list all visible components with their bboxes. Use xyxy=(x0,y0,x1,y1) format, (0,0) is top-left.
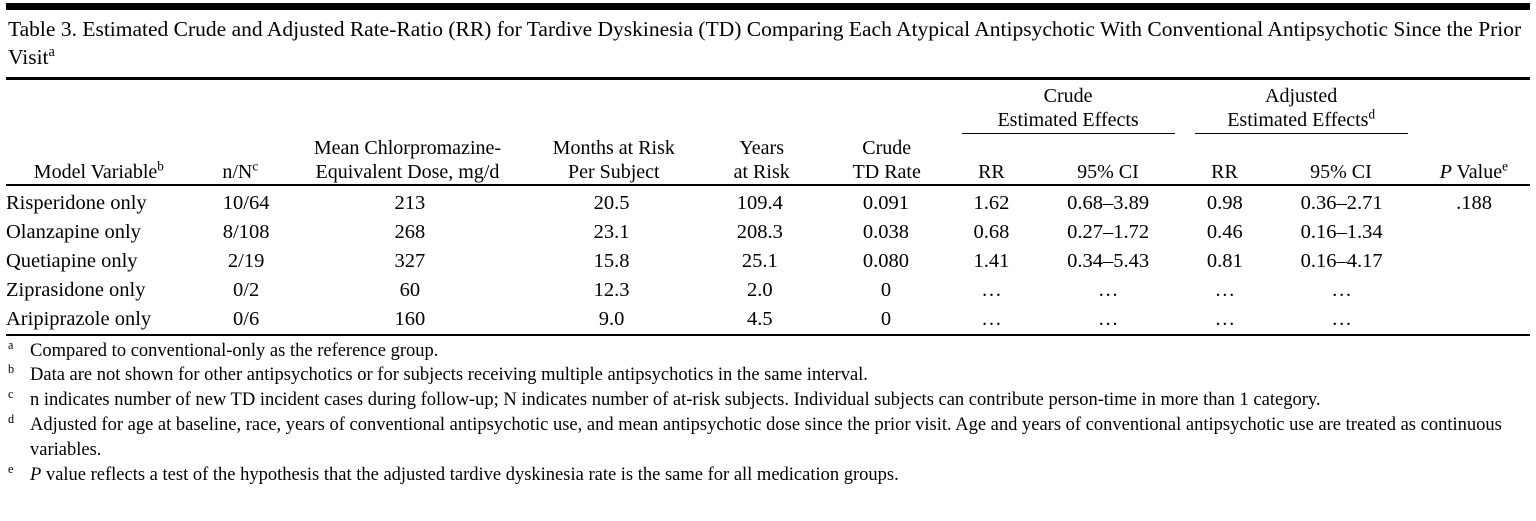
column-header-model-variable-text: Model Variable xyxy=(33,161,158,184)
cell-crude-rate: 0 xyxy=(880,307,892,330)
footnote-d-marker-text: d xyxy=(8,412,15,427)
column-header-p-value-italic: P xyxy=(1439,161,1452,184)
group-header-crude xyxy=(952,84,1185,136)
column-header-crude-rate xyxy=(822,136,952,184)
table-title-text: Table 3. Estimated Crude and Adjusted Rate-Ratio (RR) for Tardive Dyskinesia (TD) Comparing Each Atypical Antipsychotic With Conventional Antipsychotic Since the Prior Visit xyxy=(8,17,1522,69)
column-header-months-line1: Months at Risk xyxy=(552,137,675,160)
cell-adjusted-rr: … xyxy=(1214,307,1236,330)
cell-months: 9.0 xyxy=(598,307,625,330)
table-row xyxy=(6,305,1530,334)
cell-crude-ci: 0.68–3.89 xyxy=(1067,191,1150,214)
cell-n-over-n: 8/108 xyxy=(222,220,270,243)
cell-p-value: .188 xyxy=(1456,191,1493,214)
footnotes xyxy=(6,336,1530,487)
column-header-dose-line2: Equivalent Dose, mg/d xyxy=(315,161,500,184)
cell-years: 208.3 xyxy=(736,220,783,243)
cell-crude-rr: … xyxy=(981,278,1002,301)
column-header-model-variable xyxy=(6,136,192,184)
cell-dose: 327 xyxy=(394,249,426,272)
cell-dose: 213 xyxy=(394,191,426,214)
footnote-d xyxy=(8,413,1528,462)
cell-adjusted-ci: 0.16–4.17 xyxy=(1300,249,1383,272)
footnote-e xyxy=(8,463,1528,487)
cell-dose: 60 xyxy=(399,278,421,301)
cell-months: 20.5 xyxy=(593,191,630,214)
table-title-footnote-marker: a xyxy=(48,43,55,60)
cell-model: Risperidone only xyxy=(6,191,147,214)
cell-p-value xyxy=(1418,276,1530,305)
footnote-e-text: value reflects a test of the hypothesis that the adjusted tardive dyskinesia rate is the same for all medication groups. xyxy=(41,464,899,485)
cell-model: Ziprasidone only xyxy=(6,278,146,301)
footnote-b-marker xyxy=(8,363,30,387)
table-title xyxy=(6,10,1530,77)
table-row xyxy=(6,247,1530,276)
data-table xyxy=(6,84,1530,184)
cell-model: Quetiapine only xyxy=(6,249,138,272)
cell-adjusted-rr: 0.46 xyxy=(1206,220,1243,243)
cell-n-over-n: 0/2 xyxy=(233,278,260,301)
cell-crude-rr: … xyxy=(981,307,1002,330)
cell-crude-ci: 0.27–1.72 xyxy=(1067,220,1150,243)
cell-crude-ci: … xyxy=(1097,278,1119,301)
column-header-n-over-n-marker: c xyxy=(252,158,259,174)
cell-adjusted-rr: 0.81 xyxy=(1206,249,1243,272)
footnote-e-italic-lead: P xyxy=(30,464,42,485)
footnote-b-marker-text: b xyxy=(8,362,15,377)
footnote-a-marker xyxy=(8,339,30,363)
cell-crude-ci: 0.34–5.43 xyxy=(1067,249,1150,272)
footnote-a xyxy=(8,339,1528,363)
data-table-body xyxy=(6,189,1530,335)
column-header-p-value-text: Value xyxy=(1456,161,1503,184)
table-row xyxy=(6,276,1530,305)
cell-dose: 160 xyxy=(394,307,426,330)
cell-crude-rate: 0.080 xyxy=(862,249,910,272)
column-header-model-variable-marker: b xyxy=(157,158,164,174)
cell-years: 109.4 xyxy=(736,191,783,214)
cell-n-over-n: 2/19 xyxy=(227,249,265,272)
footnote-d-text: Adjusted for age at baseline, race, years of conventional antipsychotic use, and mean antipsychotic dose since the prior visit. Age and years of conventional antipsychotic use are treated as continuous variables. xyxy=(30,415,1502,460)
group-header-crude-line2: Estimated Effects xyxy=(962,108,1175,134)
column-header-months-line2: Per Subject xyxy=(567,161,660,184)
cell-crude-rr: 1.41 xyxy=(973,249,1010,272)
cell-crude-rate: 0.091 xyxy=(862,191,910,214)
cell-years: 4.5 xyxy=(746,307,773,330)
footnote-e-marker xyxy=(8,463,30,487)
column-header-dose xyxy=(289,136,526,184)
table-3-container xyxy=(0,3,1536,521)
column-header-n-over-n xyxy=(192,136,289,184)
group-header-adjusted-line2 xyxy=(1195,108,1408,134)
cell-adjusted-rr: … xyxy=(1214,278,1236,301)
column-header-months xyxy=(526,136,701,184)
cell-p-value xyxy=(1418,218,1530,247)
cell-model: Aripiprazole only xyxy=(6,307,152,330)
column-header-dose-line1: Mean Chlorpromazine- xyxy=(313,137,502,160)
cell-n-over-n: 0/6 xyxy=(233,307,260,330)
table-row xyxy=(6,218,1530,247)
column-header-adjusted-rr: RR xyxy=(1211,161,1238,184)
footnote-b xyxy=(8,363,1528,387)
cell-n-over-n: 10/64 xyxy=(222,191,270,214)
column-header-p-value-marker: e xyxy=(1502,158,1508,174)
column-header-n-over-n-text: n/N xyxy=(222,161,253,184)
footnote-c-marker-text: c xyxy=(8,387,14,402)
column-header-crude-rate-line1: Crude xyxy=(862,137,912,160)
group-header-crude-line1: Crude xyxy=(1043,85,1093,108)
group-header-adjusted-sub-text: Estimated Effects xyxy=(1227,109,1369,132)
table-top-rule xyxy=(6,3,1530,10)
cell-crude-rr: 0.68 xyxy=(973,220,1010,243)
table-row xyxy=(6,189,1530,218)
cell-months: 15.8 xyxy=(593,249,630,272)
column-header-row xyxy=(6,136,1530,184)
cell-months: 12.3 xyxy=(593,278,630,301)
cell-crude-rr: 1.62 xyxy=(973,191,1010,214)
footnote-c xyxy=(8,388,1528,412)
group-header-adjusted-marker: d xyxy=(1368,106,1376,122)
cell-adjusted-ci: … xyxy=(1331,278,1352,301)
cell-months: 23.1 xyxy=(593,220,630,243)
column-header-crude-rate-line2: TD Rate xyxy=(852,161,921,184)
column-header-crude-ci: 95% CI xyxy=(1077,161,1139,184)
cell-crude-rate: 0.038 xyxy=(862,220,910,243)
cell-adjusted-ci: … xyxy=(1331,307,1352,330)
cell-adjusted-ci: 0.36–2.71 xyxy=(1300,191,1383,214)
column-header-crude-rr: RR xyxy=(978,161,1005,184)
group-header-row xyxy=(6,84,1530,136)
cell-p-value xyxy=(1418,305,1530,334)
column-header-p-value xyxy=(1418,136,1530,184)
cell-p-value xyxy=(1418,247,1530,276)
cell-crude-rate: 0 xyxy=(880,278,892,301)
footnote-b-text: Data are not shown for other antipsychotics or for subjects receiving multiple antipsychotics in the same interval. xyxy=(30,365,868,386)
cell-years: 25.1 xyxy=(741,249,778,272)
column-header-years-line2: at Risk xyxy=(733,161,790,184)
cell-crude-ci: … xyxy=(1097,307,1119,330)
footnote-c-text: n indicates number of new TD incident cases during follow-up; N indicates number of at-risk subjects. Individual subjects can contribute person-time in more than 1 category. xyxy=(30,390,1321,411)
group-header-adjusted-line1: Adjusted xyxy=(1265,85,1338,108)
cell-adjusted-ci: 0.16–1.34 xyxy=(1300,220,1383,243)
cell-years: 2.0 xyxy=(746,278,773,301)
column-header-years xyxy=(702,136,822,184)
group-header-adjusted xyxy=(1185,84,1418,136)
cell-adjusted-rr: 0.98 xyxy=(1206,191,1243,214)
column-header-adjusted-ci: 95% CI xyxy=(1310,161,1372,184)
footnote-a-text: Compared to conventional-only as the reference group. xyxy=(30,340,439,361)
footnote-d-marker xyxy=(8,413,30,437)
footnote-e-marker-text: e xyxy=(8,461,14,476)
column-header-years-line1: Years xyxy=(739,137,784,160)
footnote-a-marker-text: a xyxy=(8,337,14,352)
cell-dose: 268 xyxy=(394,220,426,243)
cell-model: Olanzapine only xyxy=(6,220,141,243)
footnote-c-marker xyxy=(8,388,30,412)
